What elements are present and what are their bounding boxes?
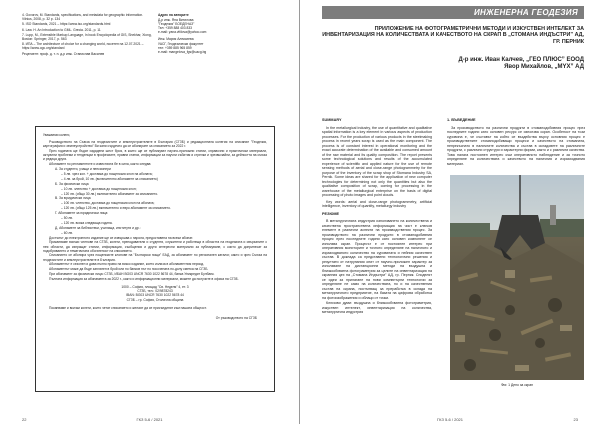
notice-paragraph: Пълната информация за абонамента за 2022 г., както и информационни материали, можете да получите в офиса на СГЗБ. bbox=[49, 277, 239, 282]
notice-paragraph: През годината ще бъдат издадени шест броя, в които ще се публикуват научно-приложни статии, справочни и практически материали, актуални проблеми и тенденции в професиите, правни статии, информации за научни събития и стрелки и чрезвычайни, за дейността на съюза и редица други. bbox=[43, 149, 267, 162]
notice-paragraph: Абонаментът може да бъде заплатен в брой или по банков път по посочената по-долу сметка на СГЗБ. bbox=[49, 267, 209, 272]
notice-subitem: – 100 лв. членство, доставка до пощенския клон на абоната; bbox=[61, 201, 155, 206]
notice-paragraph: При абонамент за физически лица: СГЗБ, ИБАН BG03 UNCR 7630 1022 5678 44, банка Уникредит Булбанк. bbox=[49, 272, 215, 277]
reference-item: 6. Law. H. An Introduction to GML. Grecia. 2011, p. 11 bbox=[22, 27, 101, 32]
notice-paragraph: Абонаментът е сезонен и дава пълно право на всяко издание, което излиза в абонаментния период. bbox=[49, 262, 205, 267]
publisher-line: 1000 – София, площад "Св. Неделя" 4, ет. 3 bbox=[121, 285, 189, 290]
author-org: "Геодезия" БОЕДЕНАЗ" bbox=[158, 22, 195, 27]
author-email: e-mail: mangelova_fgs@uacg.bg bbox=[158, 49, 207, 54]
notice-subitem: – 120 лв. (общо 125 лв.) включително и евро абонамент за списанието. bbox=[61, 206, 171, 211]
notice-item: В. За юридически лица bbox=[55, 196, 91, 201]
journal-issue: ГКЗ 5-6 / 2021 bbox=[437, 417, 463, 422]
scrap-yard-photo bbox=[450, 175, 584, 380]
notice-item: Г. Абонамент за юридически лица: bbox=[55, 211, 109, 216]
author-line: Д-р инж. Иван Калчев, „ГЕО ПЛЮС” ЕООД bbox=[458, 57, 584, 63]
authors-address bbox=[158, 13, 283, 57]
left-column bbox=[322, 118, 432, 316]
article-authors bbox=[322, 57, 584, 71]
page-number: 23 bbox=[573, 417, 578, 422]
notice-item: А. За студенти, учащи и пенсионери bbox=[55, 167, 111, 172]
author-phone: тел: +359 885 965 859 bbox=[158, 45, 192, 50]
notice-item: Д. Абонамент за библиотеки, училища, институти и др.: bbox=[55, 225, 141, 230]
journal-issue: ГКЗ 5-6 / 2021 bbox=[136, 417, 163, 422]
notice-subitem: – 60 лв. bbox=[61, 230, 73, 235]
authors-heading: Адрес на авторите bbox=[158, 13, 189, 17]
reviewer-line: Рецензент: проф. д. т. н. д-р инж. Станислав Василев bbox=[22, 51, 105, 56]
right-page bbox=[300, 0, 600, 424]
author-block bbox=[158, 18, 283, 34]
notice-paragraph: Достъпът до електронното издание ще се извършва с парола, предоставена на всеки абонат. bbox=[49, 235, 194, 240]
keywords-bg: Ключови думи: въздушна и близкообхватна фотограметрия, изкуствен интелект, инвентаризация на количества, металургична индустрия bbox=[322, 301, 432, 315]
publisher-line: IBAN: BG03 UNCR 7630 1022 5678 44 bbox=[126, 293, 184, 298]
notice-subitem: – 50 лв. bbox=[61, 215, 73, 220]
reference-item: 7. Lupp, M., Extensible Markup Language, In book Encyclopedia of GIS, Shekhar, Xiong, Boston: Springer, 2017, p. 563 bbox=[22, 32, 152, 42]
intro-heading: 1. ВЪВЕДЕНИЕ bbox=[447, 118, 476, 122]
summary-text: In the metallurgical industry, the use of quantitative and qualitative spatial information is a key element in various aspects of production processes. For the production of various products in the steelmaking process in recent years scrap is used as the main component. The process is of constant interest in operational monitoring and the exact accurate determination of the available and consumed amount of the raw material and its quality composition. The report presents some technological solutions and results of the accumulated experience of scientific and applied nature for the use of remote sensing methods of aerial and close-range photogrammetry for the purpose of the inventory of the scrap shop of Stomana Industry SA, Pernik. Some ideas are shared for the application of new computer technologies for determining not only the quantities but also the qualitative composition of scrap, coming for processing in the warehouse of the metallurgical enterprise on the basis of digital processing of photo images and point clouds. bbox=[322, 125, 432, 197]
rezume-text: В металургичната индустрия използването на количествена и качествена пространствена информация на чист е ключов елемент в различни аспекти на производствения процес. За производството на различни продукти в стоманодобивния процес през последните години като основен компонент се използва скрап. Процесът е от постоянен интерес при оперативния мониторинг и точното определяне на наличното и изразходваното количество на суровината и нейния качествен състав. В доклада са представени технологични решения и резултати от натрупания опит от научно-приложен характер за използване на дистанционни методи на въздушна и близкообхватна фотограметрия за целите на инвентаризация на скрапния цех на „Стомана Индъстри” АД, гр. Перник. Споделят се идеи за прилагане на нови компютърни технологии за определяне не само на количествата, но и на качествения състав на скрапа, постъпващ за преработка в склада на металургичното предприятие, на базата на цифрова обработка на фотоизображения и облаци от точки. bbox=[322, 219, 432, 300]
notice-subitem: – 120 лв. всяка следваща година. bbox=[61, 220, 113, 225]
figure-caption: Фиг. 1 Депо за скрап bbox=[500, 383, 534, 387]
intro-text: За производството на различни продукти в стоманодобивния процес през последните години като основен ресурс се използва скрап. Особеност на този суровина е, че съставът на който се въздейства върху основния процес е производствените стоманодобиващи процеси и качеството на стоманата, непрекъснато в наличните количества и състав в складовете на различните продукти, с различни структури и характерни форми, както и с различни качества. Това налага постоянен интерес към оперативното наблюдение и за точното определяне на количествата и качеството на наличния и изразходвания материал. bbox=[447, 125, 585, 166]
summary-heading: SUMMARY bbox=[322, 118, 342, 122]
rezume-heading: РЕЗЮМЕ bbox=[322, 211, 340, 216]
author-name: Инж. Мария Алексиева bbox=[158, 37, 194, 42]
notice-subitem: – 5 лв. чрез кол. + доставка до пощенския клон на абоната; bbox=[61, 171, 153, 176]
right-column bbox=[447, 118, 585, 167]
author-phone: Тел: +359 888 403 833 bbox=[158, 26, 192, 31]
publisher-address bbox=[43, 285, 267, 301]
publisher-line: СГЗБ – гр. София, Столична община bbox=[126, 297, 184, 302]
notice-greeting: Уважаеми колеги, bbox=[43, 133, 71, 137]
notice-paragraph: Приканваме всички членове на СГЗБ, колеги, преподаватели и студенти, служители и работещи в областта на геодезията и свързаните с нея области, да изпращат статии, информации, съобщения и други интересни материали за публикуване, с които да допринесат за подобряването и тематичната обогатеност на списанието. bbox=[43, 240, 267, 253]
keywords-en: Key words: aerial and close-range photogrammetry, artificial intelligence, inventory of quantity, metallurgy industry bbox=[322, 199, 432, 208]
author-line: Явор Михайлов, „MYX” АД bbox=[504, 64, 584, 70]
article-title: ПРИЛОЖЕНИЕ НА ФОТОГРАМЕТРИЧНИ МЕТОДИ И ИЗКУСТВЕН ИНТЕЛЕКТ ЗА ИНВЕНТАРИЗАЦИЯ НА КОЛИЧЕСТВАТА И КАЧЕСТВОТО НА СКРАП В „СТОМАНА ИНДЪСТРИ” АД, ГР. ПЕРНИК bbox=[322, 26, 584, 45]
author-block bbox=[158, 37, 283, 53]
reference-item: 5. ISO Standards, 2021 – https://www.iso.org/standards.html bbox=[22, 22, 111, 27]
notice-item: Б. За физически лица bbox=[55, 181, 89, 186]
notice-paragraph: Абонамент по регламентите и известията бе в сила, както следва: bbox=[49, 162, 152, 167]
author-org: УАСГ, Геодезически факултет bbox=[158, 41, 204, 46]
journal-section-header: ИНЖЕНЕРНА ГЕОДЕЗИЯ bbox=[322, 6, 584, 19]
author-email: e-mail: yana.vitilova@yahoo.com bbox=[158, 30, 207, 35]
notice-paragraph: Ръководството на Съюза на геодезистите и землеустроителите в България (СГЗБ) и редакционната колегия на списание "Геодезия, картография и землеустройство" Ви кани сърдечно да се абонирате за списанието за 2022 г. bbox=[43, 140, 267, 149]
subscription-notice bbox=[35, 126, 275, 392]
notice-closing: Поканваме и всички колеги, които четат списанието и желаят да се присъединят към нашата общност. bbox=[49, 305, 207, 310]
page-number: 22 bbox=[22, 417, 27, 422]
reference-item: 8. ИПА – The architecture of choice for a changing world, посетен на 12.07.2021 – https://www.ogc.org/standard bbox=[22, 42, 144, 51]
notice-subitem: – 4 лв. за брой, 10 лв. (включително абонамент за списанието) bbox=[61, 176, 158, 181]
signature-row bbox=[43, 316, 267, 320]
reference-item: 4. Govorov, M. Standards, specifications, and metadata for geographic information. Vilnius, 2008, p. 32 p. 134 bbox=[22, 13, 144, 22]
notice-paragraph: Списанието се абонира чрез пощенските клонове на "Български пощи" ЕАД, за абонамент по регионален каталог, както и чрез Съюза на геодезистите и землеустроителите в България. bbox=[43, 253, 267, 262]
author-name: Д-р инж. Яна Витилова bbox=[158, 18, 194, 23]
signature-right: От ръководството на СГЗБ bbox=[215, 315, 257, 320]
publisher-line: СГЗБ, тел.: 02/9878243 bbox=[137, 289, 173, 294]
references-list bbox=[22, 13, 152, 57]
notice-subitem: – 10 лв. членство + доставка до пощенския клон; bbox=[61, 186, 137, 191]
notice-subitem: – 120 лв. (общо 30 лв.) включително абонамент за списанието. bbox=[61, 191, 159, 196]
